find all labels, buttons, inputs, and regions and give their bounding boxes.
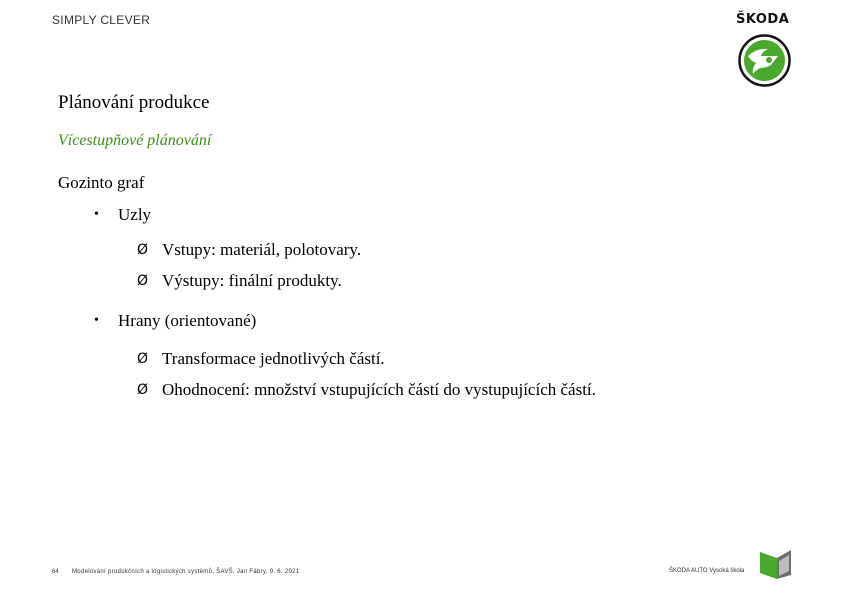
arrow-bullet-icon: Ø xyxy=(137,382,149,398)
bullet-label: Hrany (orientované) xyxy=(118,311,257,330)
slide-subtitle: Vícestupňové plánování xyxy=(58,132,212,149)
sub-bullet-item xyxy=(137,271,342,291)
bullet-dot-icon: • xyxy=(94,207,99,222)
page-number: 64 xyxy=(52,569,59,575)
arrow-bullet-icon: Ø xyxy=(137,242,149,258)
section-heading: Gozinto graf xyxy=(58,173,145,192)
footer-school-name: ŠKODA AUTO Vysoká škola xyxy=(669,568,745,574)
bullet-item xyxy=(94,205,151,225)
slide-title: Plánování produkce xyxy=(58,92,210,113)
bullet-label: Uzly xyxy=(118,205,152,224)
sub-bullet-text: Výstupy: finální produkty. xyxy=(162,271,342,290)
sub-bullet-text: Ohodnocení: množství vstupujících částí do vystupujících částí. xyxy=(162,380,596,399)
tagline: SIMPLY CLEVER xyxy=(52,13,151,27)
sub-bullet-item xyxy=(137,380,596,400)
arrow-bullet-icon: Ø xyxy=(137,351,149,367)
sub-bullet-item xyxy=(137,349,385,369)
brand-name: ŠKODA xyxy=(736,12,790,27)
bullet-item xyxy=(94,311,256,331)
bullet-dot-icon: • xyxy=(94,313,99,328)
sub-bullet-text: Transformace jednotlivých částí. xyxy=(162,349,385,368)
footer-text: Modelování produkčních a logistických systémů, ŠAVŠ, Jan Fábry, 9. 6. 2021 xyxy=(72,569,300,575)
arrow-bullet-icon: Ø xyxy=(137,273,149,289)
sub-bullet-item xyxy=(137,240,361,260)
school-flag-icon xyxy=(757,549,793,581)
skoda-winged-arrow-icon xyxy=(738,34,791,87)
sub-bullet-text: Vstupy: materiál, polotovary. xyxy=(162,240,362,259)
